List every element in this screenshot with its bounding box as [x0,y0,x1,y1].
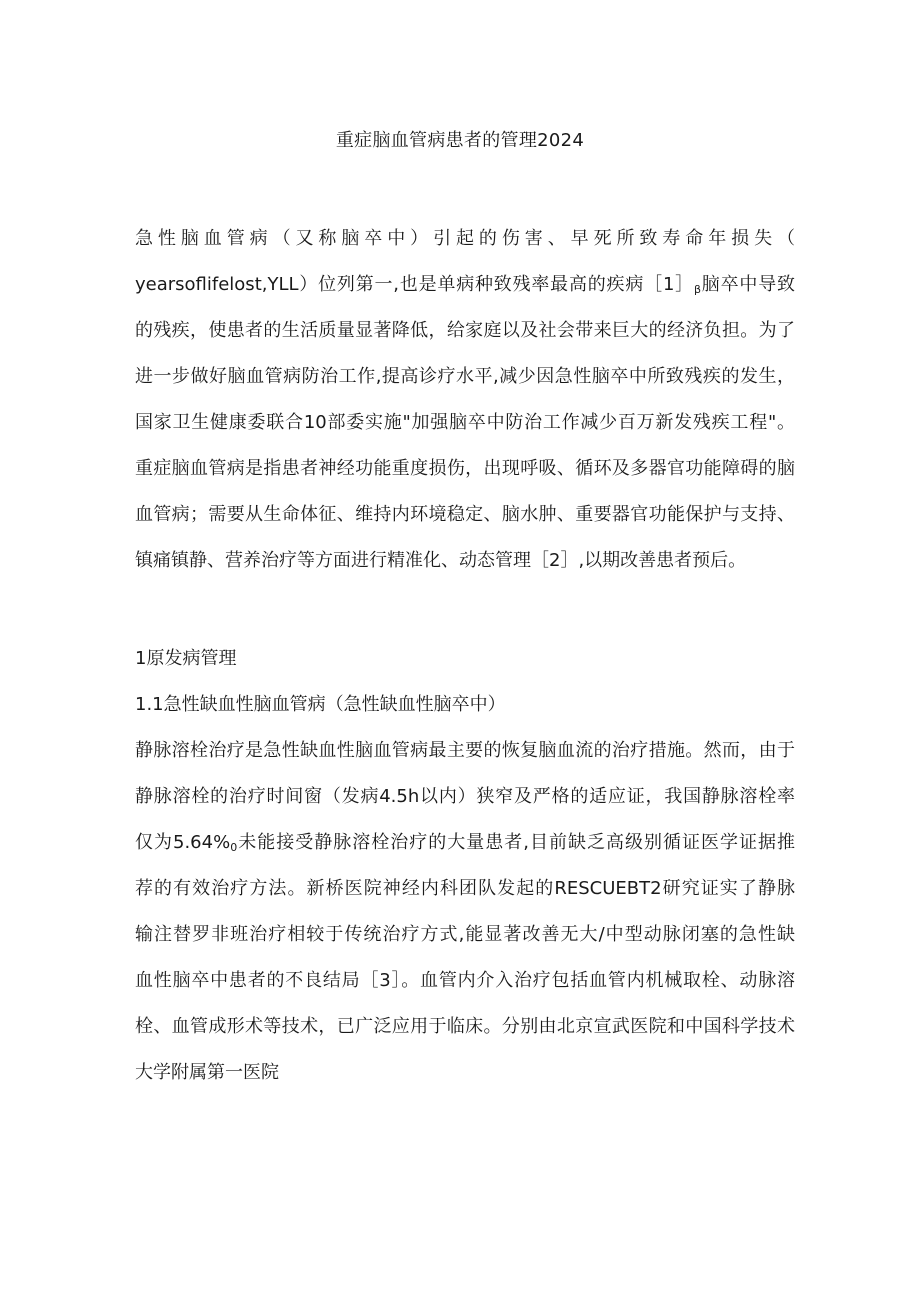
intro-line-2-subscript: β [693,283,702,296]
section-line-1: 静脉溶栓治疗是急性缺血性脑血管病最主要的恢复脑血流的治疗措施。然而，由于 [135,740,795,761]
intro-line-2-text: yearsoflifelost,YLL）位列第一,也是单病种致残率最高的疾病［1］ [135,274,694,295]
intro-line-4: 进一步做好脑血管病防治工作,提高诊疗水平,减少因急性脑卒中所致残疾的发生， [135,366,795,387]
section-line-4: 荐的有效治疗方法。新桥医院神经内科团队发起的RESCUEBT2研究证实了静脉 [135,878,795,899]
section-line-3 [135,830,795,861]
section-line-3-tail: 未能接受静脉溶栓治疗的大量患者,目前缺乏高级别循证医学证据推 [237,832,795,853]
section-subheading: 1.1急性缺血性脑血管病（急性缺血性脑卒中） [135,694,506,715]
intro-line-1: 急性脑血管病（又称脑卒中）引起的伤害、早死所致寿命年损失（ [135,228,795,249]
intro-line-2 [135,272,795,303]
section-heading: 1原发病管理 [135,648,237,669]
intro-line-2-tail: 脑卒中导致 [701,274,795,295]
intro-line-5: 国家卫生健康委联合10部委实施"加强脑卒中防治工作减少百万新发残疾工程"。 [135,412,795,433]
intro-line-7: 血管病；需要从生命体征、维持内环境稳定、脑水肿、重要器官功能保护与支持、 [135,504,795,525]
section-line-7: 栓、血管成形术等技术，已广泛应用于临床。分别由北京宣武医院和中国科学技术 [135,1016,795,1037]
section-line-5: 输注替罗非班治疗相较于传统治疗方式,能显著改善无大/中型动脉闭塞的急性缺 [135,924,795,945]
section-line-3-text: 仅为5.64% [135,832,231,853]
intro-line-8: 镇痛镇静、营养治疗等方面进行精准化、动态管理［2］,以期改善患者预后。 [135,550,747,571]
intro-line-6: 重症脑血管病是指患者神经功能重度损伤，出现呼吸、循环及多器官功能障碍的脑 [135,458,795,479]
section-line-2: 静脉溶栓的治疗时间窗（发病4.5h以内）狭窄及严格的适应证，我国静脉溶栓率 [135,786,795,807]
section-line-6: 血性脑卒中患者的不良结局［3］。血管内介入治疗包括血管内机械取栓、动脉溶 [135,970,795,991]
intro-line-3: 的残疾，使患者的生活质量显著降低，给家庭以及社会带来巨大的经济负担。为了 [135,320,795,341]
section-line-3-subscript: 0 [230,841,238,854]
document-title: 重症脑血管病患者的管理2024 [335,130,585,151]
section-line-8: 大学附属第一医院 [135,1062,279,1083]
